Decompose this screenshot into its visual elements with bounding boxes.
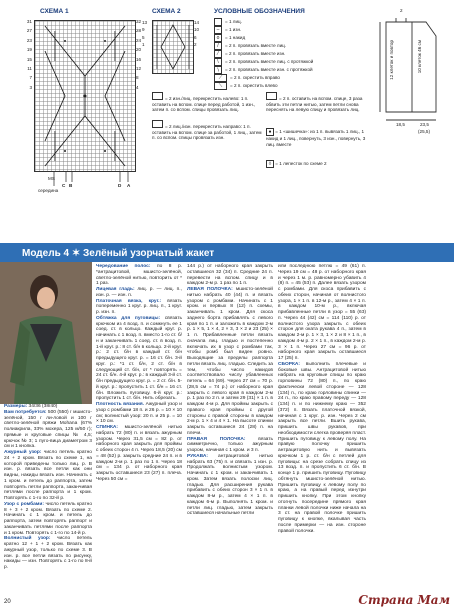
legend-item	[214, 26, 364, 34]
row-label: 9	[142, 27, 145, 33]
paragraph-heading: Плотность вязания.	[96, 402, 145, 407]
paragraph-heading: ПРАВАЯ ПОЛОЧКА:	[187, 436, 246, 442]
model-photo	[0, 262, 92, 404]
row-label: 14	[194, 20, 200, 25]
legend-long-5	[266, 160, 374, 168]
paragraph	[96, 264, 182, 287]
paragraph-text: выполнить плечевые и боковые швы. Антрацитовой нитью набрать на круговые спицы по краю горловины 72 (80) п., по краю фактически левой стороне — 128 (134) п., по краю горловины спинки — 24 п., по краю правому переду — 128 (134) п. и по нижнему краю — 352 (372) п. Вязать платочной вязкой, начиная с 1 круг. р. изн. Через 2 см закрыть все петли. Вшить рукава, пришить швы рукавов, при необходимости слегка проверяя пласт. Пришить пуговицу к левому полу. На правую полочку пришить антрацитовую нить и вывязать крючком 1 р. ст. б/н с петлей для пуговицы: на срезе собрать спицу из 13 возд. п. и пропустить 6 ст. б/н. В конце 1 р. пришить пуговицу. Пуговицу обтянуть мшисто-зелёной нитью. Пришить пуговицу к левому полу по краю, а на правый перед изнутри пришить кнопку. При этом кнопку отогнуть посередине прямого края планки левой полочки ниже начала на 3 ст. на правой полочке пришить пуговицу к кнопке, вкалывая часть после примерки — на изн. стороне правой полочки.	[278, 361, 366, 534]
model-banner	[0, 243, 454, 262]
row-label: 16	[136, 56, 142, 62]
scheme1-label-middle: середина	[38, 188, 59, 193]
diagram-dim1: 12 клеток и повтор	[389, 40, 394, 80]
p2tog-symbol-icon: ⁄	[214, 50, 222, 58]
paragraph	[96, 402, 182, 425]
ssk-symbol-icon: \	[214, 58, 222, 66]
paragraph-heading: Платочная вязка, круг.:	[96, 298, 162, 304]
legend-text: = 2 лиц./изн. перекрестить направо: 1 п. оставить на вспом. спице за работой, 1 лиц., затем п. со вспом. спицы провязать изн.	[152, 124, 262, 141]
scheme2-grid	[152, 20, 194, 74]
legend-text: = 1 изн.	[225, 27, 242, 33]
paragraph-text: мшисто-зелёной нитью набрать 72 (80) п. и вязать ажурным узором. Через 31,5 см = 82 р. от наборного края закрыть для проймы с обеих сторон 4 п. Через 18,5 (20) см = 48 (52) р. закрыть средние 24 п. и в каждом 2-м р. 1 раз по 1 п. Через 18 см = 134 р. от наборного края закрыть оставшиеся 23 (27) п. плеча. Через 50 см =	[96, 425, 182, 482]
paragraph-heading: Волнистый узор:	[4, 536, 51, 542]
scheme1-bottom-arrows	[34, 172, 134, 186]
legend-text: = 2 п. скрестить вправо	[230, 75, 280, 81]
diagram-m1: 2	[400, 8, 403, 13]
legend-item	[214, 18, 364, 26]
paragraph-heading: Лицевая гладь:	[96, 287, 135, 292]
paragraph-text: 144 р.) от наборного края закрыть оставшиеся 32 (34) п. Средние 24 п. перевести на вспом. спицу и в каждом 2-м р. 1 раз по 1 п.	[187, 264, 273, 287]
legend-text: = 1 лиц.	[225, 19, 242, 25]
scheme1-row-labels-left	[20, 19, 32, 90]
paragraph	[96, 316, 182, 402]
legend-text: = 2 п. провязать вместе лиц. с протяжкой	[225, 59, 314, 65]
legend-item	[214, 66, 364, 74]
legend-item	[214, 82, 364, 90]
paragraph	[4, 536, 92, 571]
row-label: 4	[136, 84, 139, 90]
k2tog-symbol-icon: /	[214, 42, 222, 50]
paragraph-text: лиц. р. — лиц. п., изн. р. — изн. п.	[96, 287, 182, 298]
scheme1-grid	[34, 20, 136, 172]
cross-left-symbol-icon: ⟍	[214, 82, 227, 90]
row-label: 3	[29, 84, 32, 90]
row-label: 23	[26, 37, 32, 43]
legend-long-3	[266, 92, 374, 113]
legend-item	[214, 34, 364, 42]
legend-text: = 1 «шишечка»: из 1 п. вывязать 1 лиц., 1 накид и 1 лиц., повернуть, 3 изн., повернуть, 3 лиц. вместе	[266, 129, 366, 147]
legend-item	[214, 42, 364, 50]
legend-text: = 2 изн./лиц. перекрестить налево: 1 п. оставить на вспом. спице перед работой, 1 изн., затем п. со вспом. спицы провязать лиц.	[152, 96, 256, 113]
paragraph	[96, 425, 182, 483]
row-label: 6	[194, 34, 197, 40]
paragraph-text: 34/36 (38/40)	[27, 404, 58, 409]
row-label: 13	[142, 20, 148, 25]
diagram-dim2: 10 клеток 46 см	[417, 40, 422, 74]
row-label: 24	[136, 37, 142, 43]
wrap-stitches-icon	[266, 92, 277, 100]
row-label: 2	[194, 42, 197, 48]
row-label: 31	[26, 19, 32, 24]
paragraph-heading: ЛЕВАЯ ПОЛОЧКА:	[187, 287, 233, 292]
model-photo-illustration	[0, 262, 92, 404]
paragraph-heading: Ажурный узор:	[4, 450, 42, 455]
scheme2-title: СХЕМА 2	[152, 8, 181, 15]
paragraph	[96, 287, 182, 299]
row-label: 27	[26, 28, 32, 34]
legend-item	[214, 50, 364, 58]
row-label: 32	[136, 19, 142, 24]
cross-purl-left-icon	[152, 92, 163, 100]
scheme1-label-a: A	[127, 183, 131, 188]
page-number: 20	[4, 599, 11, 605]
diagram-m2: 18,5	[396, 122, 405, 127]
scheme1-title: СХЕМА 1	[40, 8, 69, 15]
row-label: 11	[27, 65, 32, 71]
legend-text: = 1 накид	[225, 35, 246, 41]
knit-symbol-icon	[214, 18, 222, 26]
paragraph-text: число петель кратно 8 + 3 + 2 кром. Вязать по схеме 2. Начинать с 1 кром. и петель до раппорта, затем повторять раппорт и заканчивать петлями после раппорта и 1 кром. Повторять с 1-го по 14-й р.	[4, 501, 93, 536]
ssp-symbol-icon: ∖	[214, 66, 222, 74]
row-label: 10	[194, 27, 200, 33]
paragraph-text: число петель кратно 12 + 1 + 2 кром. Вязать как ажурный узор, только по схеме 3. В изн. р. все петли вязать по рисунку, накиды — изн. Повторять с 1-го по 8-й р.	[4, 536, 92, 570]
row-label: 12	[136, 65, 142, 71]
text-column-2	[96, 264, 182, 483]
paragraph	[4, 502, 92, 537]
scheme1-label-c: C	[62, 183, 66, 188]
legend-text: = 2 п. провязать вместе лиц.	[225, 43, 287, 49]
garment-schematic	[376, 16, 448, 128]
bobble-icon: ●	[266, 128, 274, 136]
legend-long-2	[152, 120, 262, 141]
purl-symbol-icon: –	[214, 26, 222, 34]
scheme2-row-labels	[194, 20, 199, 48]
row-label: 8	[136, 75, 139, 81]
watermark-logo: Страна Мам	[358, 593, 450, 607]
legend-text: = 1 лепесток по схеме 2	[275, 161, 327, 166]
legend-item	[214, 58, 364, 66]
diagram-m3: 23,5	[420, 122, 429, 127]
paragraph-text: мшисто-зелёной нитью набрать 40 (44) п. и вязать узором с ромбами. Начинать с 1 кром. и первых 8 (12) п. схемы, заканчивать 1 кром. Для скоса заднего борта прибавлять с левого края по 1 п. и заложить в каждом 2-м р. 1 × 5, 1 × 4, 2 × 3, 3 × 2 и 23 (25) × 1 п. Прибавленные петли вязать сначала лиц. гладью и постепенно включать их в узор с ромбами так, чтобы ромб был виден ровно. Выходящие за пределы раппорта петли вязать лиц. гладью. Следить за тем, чтобы число накидов соответствовало числу убавленных петель = 64 (69). Через 27 см = 70 р. (28,5 см = 74 р.) от наборного края закрыть с левого края в каждом 2-м р. 1 раз по 2 п. и затем 29 (31) × 1 п. в каждом 4-м р. Для проймы закрыть с правого края проймы с другой стороны с правой стороны в каждом 2-м р. 1 × 4 и 4 × 1. На высоте спинки закрыть оставшиеся 24 (28) п. на плечи.	[187, 287, 273, 436]
paragraph	[187, 264, 273, 287]
legend-list	[214, 18, 364, 90]
paragraph-heading: Чередование полос:	[96, 264, 151, 269]
row-label: 7	[29, 75, 32, 81]
paragraph	[278, 362, 366, 535]
legend-title: УСЛОВНЫЕ ОБОЗНАЧЕНИЯ	[214, 8, 305, 15]
paragraph-heading: СПИНКА:	[96, 425, 119, 430]
paragraph	[4, 410, 92, 450]
row-label: 15	[26, 56, 32, 62]
petal-icon: ◊	[266, 160, 274, 168]
text-column-3	[187, 264, 273, 517]
legend-text: = 2 п. скрестить влево	[230, 83, 278, 89]
paragraph-heading: Вам потребуется:	[4, 409, 47, 415]
paragraph-text: или последнюю петлю = 49 (61) п. Через 19 см = 48 р. от наборного края и через 1 м. р. равномерно убавить 4 (8) п. = 45 (53) п. Далее вязать узором с ромбами. Для скоса прибавить с обеих сторон, начиная от волнистого узора, 1 × 1 п. в 12-м р., затем 4 × 1 п. в каждом 10-м р., включая прибавленные петли в узор = 55 (63) п. Через 44 (42) см = 114 (110) р. от волнистого узора закрыть с обеих сторон для оката рукава 4 п., затем в каждом 2-м р. 1 × 3, 1 × 2 и 8 × 1 п., в каждом 4-м р. 2 × 1 п., в каждом 2-м р. 3 × 1 п. Через 27 см = 96 р. от наборного края закрыть оставшиеся 17 (25) п.	[278, 264, 366, 361]
row-label: 19	[26, 47, 32, 53]
paragraph-heading: РУКАВА:	[187, 453, 209, 459]
scheme1-pattern	[35, 21, 135, 171]
paragraph-heading: СБОРКА:	[278, 361, 301, 367]
text-column-1	[4, 404, 92, 571]
row-label: 20	[136, 47, 142, 53]
paragraph	[4, 450, 92, 502]
paragraph	[187, 454, 273, 517]
paragraph	[187, 287, 273, 437]
paragraph-text: 500 (550) г мшисто-зелёной, 150 г ли-ловой и 100 г светло-зелёной пряжи Mohana (67% полиакрила, 33% мохера, 125 м/50 г); прямые и круговые спицы № 4,5; крючок № 3; 1 пуго-вица диаметром 3 см и 1 кнопка.	[4, 409, 92, 450]
paragraph-text: число петель кратно 24 + 2 кром. Вязать по схеме 1, на которой приведены только лиц. р. В изн. р. вязать все петли как они видны, накиды вязать изн. Начинать с 1 кром. и петель до раппорта, затем повторять петли раппорта, заканчивая петлями после раппорта и 1 кром. Повторять с 1-го по 32-й р.	[4, 450, 92, 501]
diagram-m4: (25,5)	[418, 129, 431, 134]
text-column-4	[278, 264, 366, 534]
row-label: 1	[142, 42, 145, 48]
paragraph-text: вязать симметрично, только ажурным узором, начиная с 1 кром. и 3 п.	[187, 436, 273, 453]
row-label: 28	[136, 28, 142, 34]
row-label: 5	[142, 34, 145, 40]
paragraph	[96, 299, 182, 316]
scheme2-row-labels-left	[142, 20, 147, 48]
cross-right-symbol-icon: ⟋	[214, 74, 227, 82]
paragraph-text: антрацитовой нитью набрать 63 (75) п. и связать 1 изн. р. Продолжать волнистым узором. Начинать с 1 кром. и заканчивать 1 кром. Затем вязать полоски лиц. гладью. Для расширения рукава прибавить с обеих сторон 3 × 1 п. в каждом 8-м р., затем 4 × 1 п. в каждом 6-м р. Выполнять 1 кром. и петли лиц. гладью, затем закрыть оставшиеся начальные петли	[187, 453, 273, 517]
yarnover-symbol-icon: o	[214, 34, 222, 42]
banner-title: Модель 4 ✶ Зелёный узорчатый жакет	[22, 248, 215, 259]
legend-text: = 2 п. оставить на вспом. спице, 3 раза обвить эти петли нитью, затем петли снова переснять на левую спицу и провязать лиц.	[266, 96, 363, 113]
scheme1-label-ms: MS	[48, 176, 55, 181]
paragraph-heading: Обтяжка для пуговицы:	[96, 315, 161, 321]
paragraph	[278, 264, 366, 362]
legend-long-1	[152, 92, 262, 113]
legend-long-4	[266, 128, 374, 147]
scheme2-pattern	[153, 21, 193, 73]
paragraph-text: вязать попеременно 1 круг. р. лиц. п., 1 круг. р. изн. п.	[96, 298, 182, 315]
legend-text: = 2 п. провязать вместе изн. с протяжкой	[225, 67, 313, 73]
paragraph-text: по 8 р. *антрацитовой, мшисто-зелёной, светло-зелёной нитью, повторить от * 1 раз.	[96, 264, 183, 287]
paragraph-text: связать крючком из 4 возд. п. и сомкнуть ее 1 соед. ст. в кольцо. Каждый круг. р. начинать с 1 возд. п. вместо 1-го ст. б/н и заканчивать 1 соед. ст. в возд. п. 1-й круг. р.: 8 ст. б/н в кольцо. 2-й круг. р.: 2 ст. б/н в каждый ст. б/н предыдущего круг. р. = 16 ст. б/н. 3-й круг. р.: *1 ст. б/н, 2 ст. б/н в следующий ст. б/н, от * повторять = 24 ст. б/н. 4-й круг. р.: в каждый 3-й ст. б/н предыдущего круг. р. = 2 ст. б/н. 5-й круг. р.: пропустить 1 ст. б/н = 16 ст. б/н. Вложить пуговицу. 6-й круг. р.: пропустить 1 ст. б/н. Нить обрезать.	[96, 315, 182, 402]
paragraph-heading: Размеры:	[4, 404, 28, 409]
paragraph-heading: Узор с ромбами:	[4, 501, 44, 507]
legend-item	[214, 74, 364, 82]
cross-knit-right-icon	[152, 120, 163, 128]
scheme1-label-b: B	[69, 183, 73, 188]
paragraph-text: Ажурный узор и узор с ромбами 18 п. и 26 р. = 10 × 10 см; волнистый узор: 20 п. и 25 р. = 10 × 10 см.	[96, 402, 182, 425]
legend-text: = 2 п. провязать вместе изн.	[225, 51, 286, 57]
scheme1-label-d: D	[118, 183, 122, 188]
paragraph	[187, 437, 273, 454]
